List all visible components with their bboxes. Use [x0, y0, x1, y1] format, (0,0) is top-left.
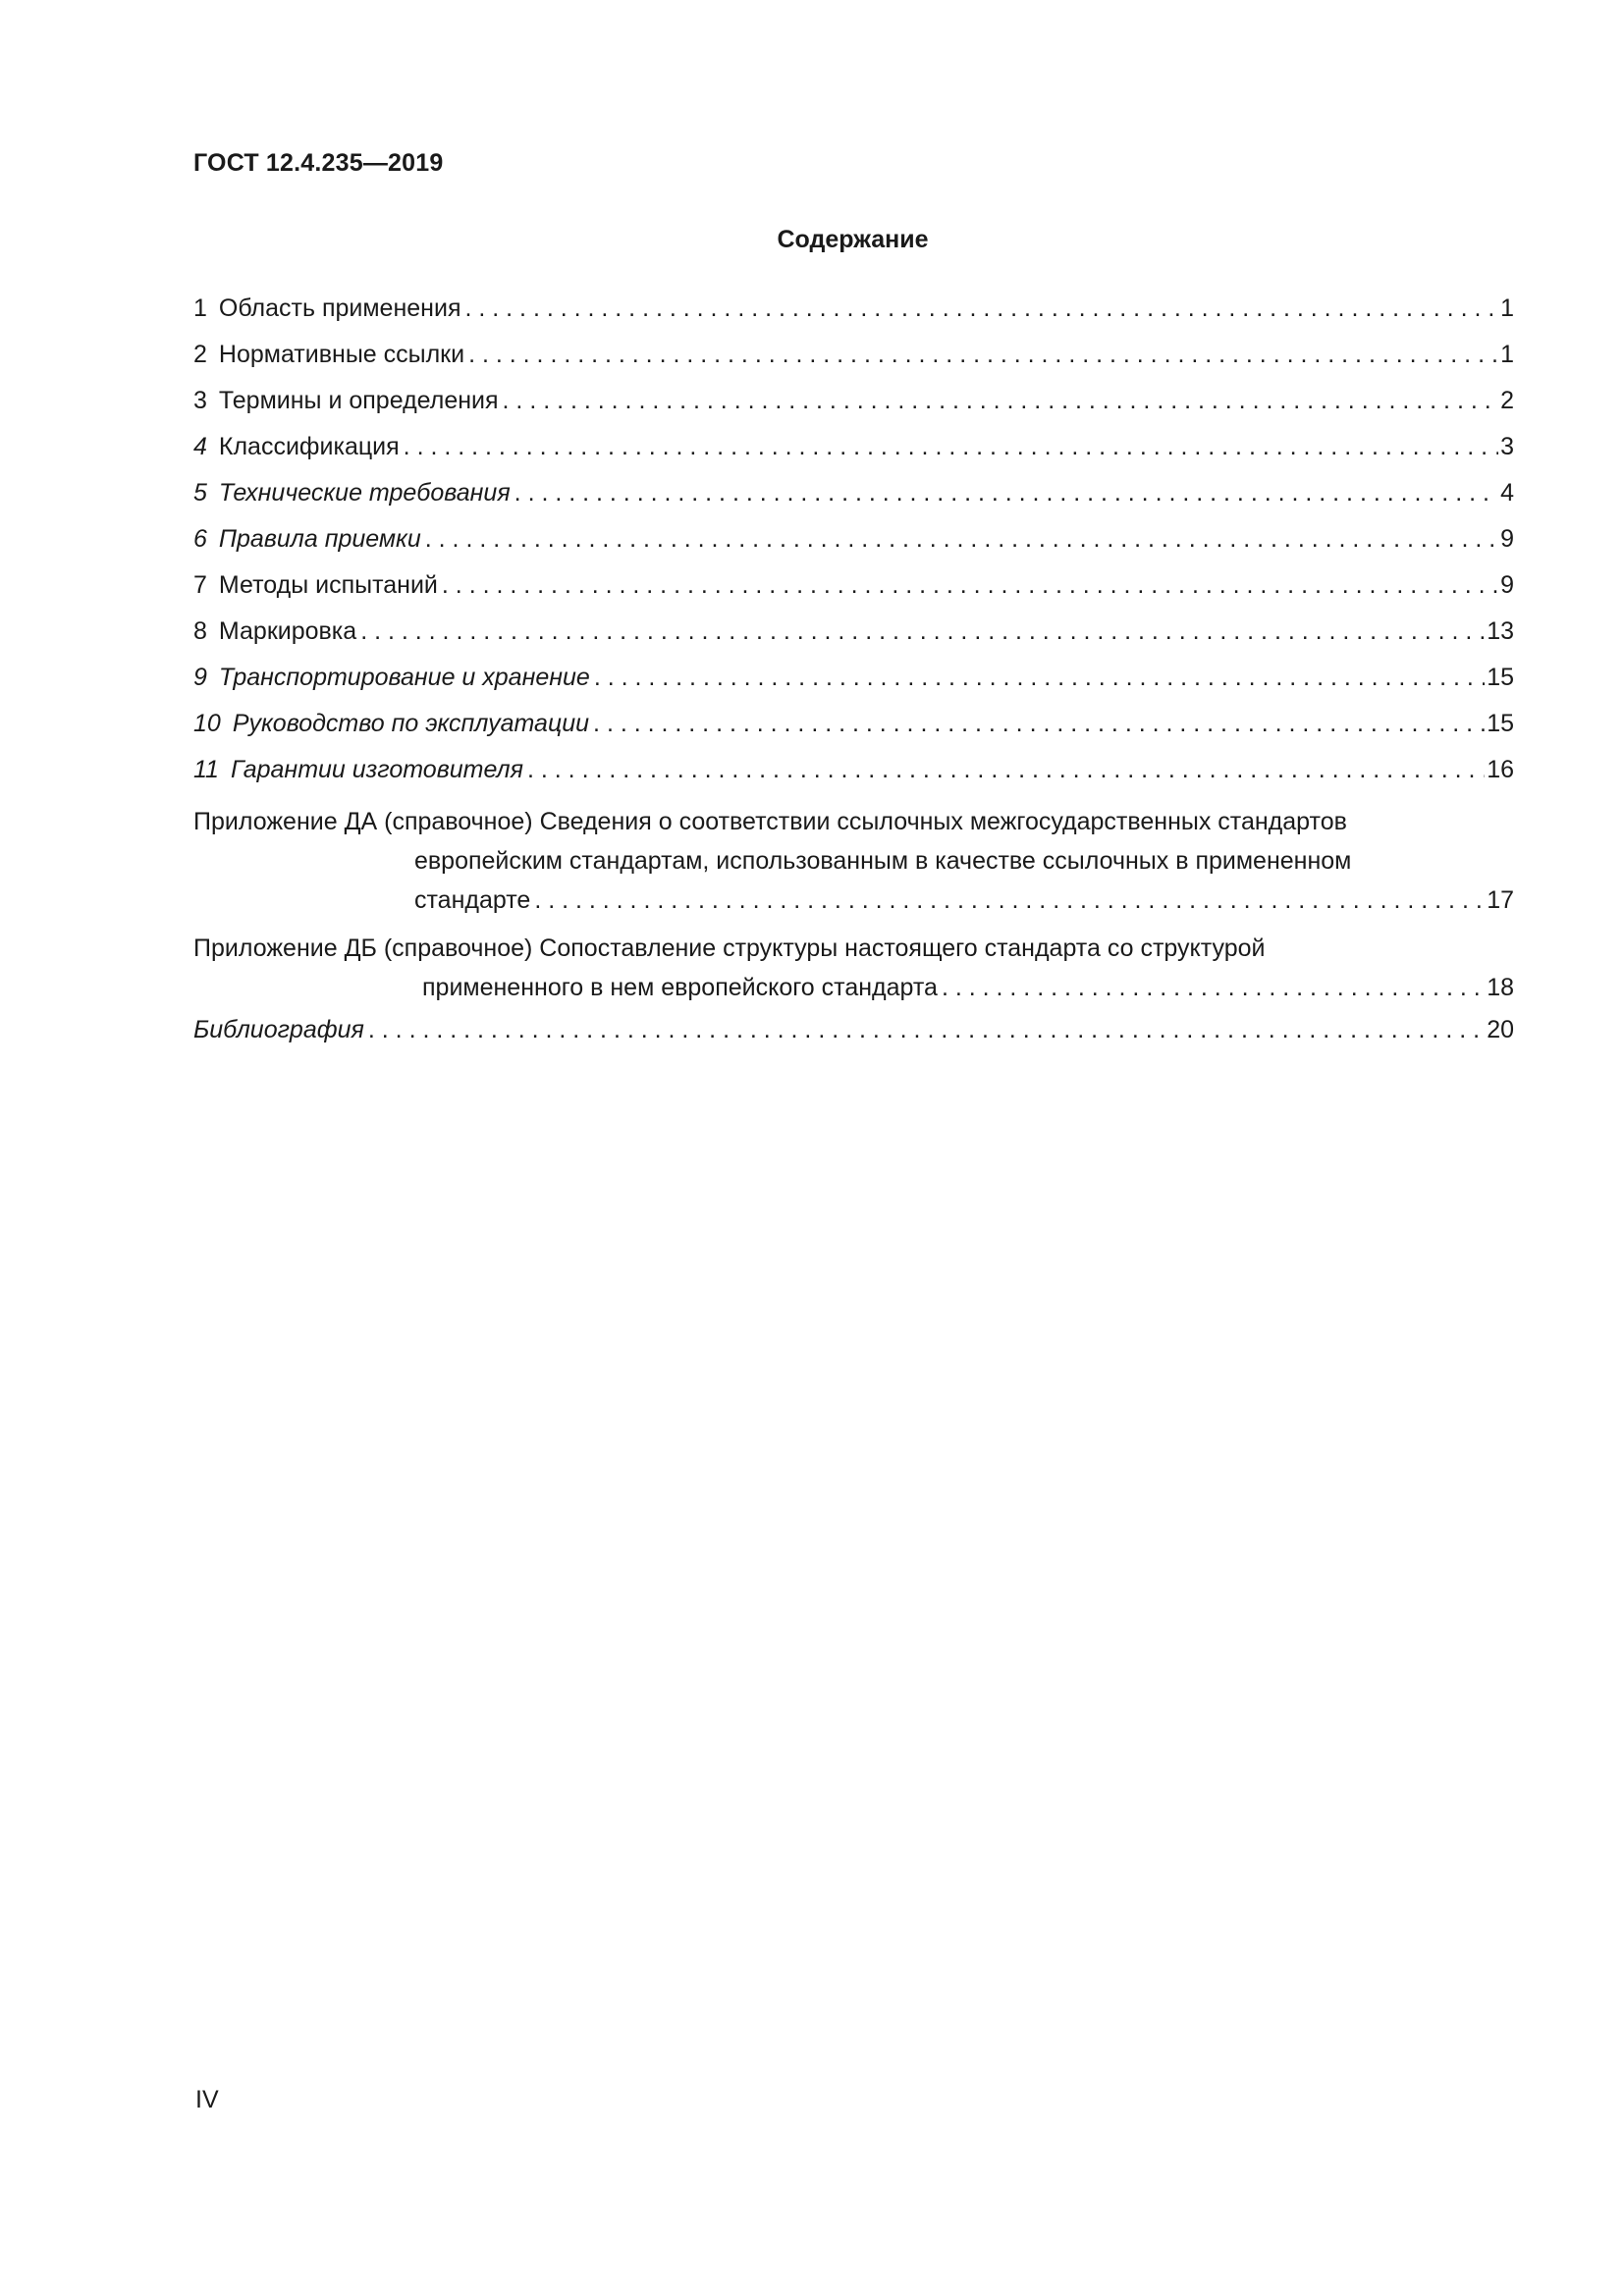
toc-item-label: Область применения	[218, 294, 461, 322]
toc-item-label: Библиография	[193, 1016, 364, 1043]
toc-item-number: 6	[193, 525, 207, 553]
toc-item-number: 4	[193, 433, 207, 460]
toc-leader-dots	[404, 433, 1498, 461]
toc-item-2[interactable]	[193, 341, 1514, 387]
toc-item-label: Технические требования	[218, 479, 511, 507]
toc-item-page: 1	[1500, 294, 1514, 322]
toc-item-10[interactable]	[193, 710, 1514, 756]
toc-item-title	[193, 710, 589, 738]
toc-item-3[interactable]	[193, 387, 1514, 433]
toc-item-page: 9	[1500, 571, 1514, 599]
toc-leader-dots	[594, 664, 1485, 692]
table-of-contents	[193, 294, 1514, 1062]
toc-item-4[interactable]	[193, 433, 1514, 479]
toc-item-number: 1	[193, 294, 207, 322]
toc-item-page: 20	[1487, 1016, 1514, 1043]
toc-item-page: 9	[1500, 525, 1514, 553]
toc-item-number: 3	[193, 387, 207, 414]
toc-annexes	[193, 802, 1514, 1007]
page-number: IV	[195, 2086, 219, 2113]
toc-item-page: 1	[1500, 341, 1514, 368]
toc-item-number: 7	[193, 571, 207, 599]
toc-item-bibliography[interactable]	[193, 1016, 1514, 1062]
toc-item-number: 10	[193, 710, 221, 737]
toc-item-number: 8	[193, 617, 207, 645]
toc-leader-dots	[527, 756, 1485, 784]
toc-leader-dots	[942, 968, 1485, 1007]
toc-item-8[interactable]	[193, 617, 1514, 664]
toc-item-title	[193, 664, 590, 692]
toc-leader-dots	[442, 571, 1498, 600]
toc-item-title	[193, 294, 460, 323]
toc-item-label: Классификация	[218, 433, 400, 460]
toc-item-number: 5	[193, 479, 207, 507]
document-header: ГОСТ 12.4.235—2019	[193, 149, 444, 177]
annex-db-line2: примененного в нем европейского стандарта	[422, 974, 938, 1001]
toc-leader-dots	[468, 341, 1498, 369]
annex-da-page: 17	[1487, 886, 1514, 914]
toc-item-7[interactable]	[193, 571, 1514, 617]
toc-item-label: Термины и определения	[218, 387, 499, 414]
toc-leader-dots	[425, 525, 1498, 554]
toc-leader-dots	[360, 617, 1485, 646]
toc-item-label: Нормативные ссылки	[218, 341, 465, 368]
toc-item-title	[193, 479, 511, 507]
toc-leader-dots	[534, 881, 1485, 920]
toc-item-title	[193, 341, 464, 369]
toc-item-1[interactable]	[193, 294, 1514, 341]
toc-leader-dots	[368, 1016, 1485, 1044]
toc-item-title	[193, 756, 523, 784]
toc-item-6[interactable]	[193, 525, 1514, 571]
toc-item-page: 4	[1500, 479, 1514, 507]
toc-item-number: 2	[193, 341, 207, 368]
toc-item-9[interactable]	[193, 664, 1514, 710]
toc-item-number: 9	[193, 664, 207, 691]
toc-item-label: Гарантии изготовителя	[230, 756, 523, 783]
annex-da-line2: европейским стандартам, использованным в качестве ссылочных в примененном	[414, 847, 1352, 875]
toc-leader-dots	[503, 387, 1499, 415]
toc-item-label: Руководство по эксплуатации	[232, 710, 590, 737]
toc-item-label: Правила приемки	[218, 525, 421, 553]
toc-item-label: Методы испытаний	[218, 571, 438, 599]
toc-item-number: 11	[193, 756, 219, 783]
toc-leader-dots	[593, 710, 1485, 738]
toc-item-page: 15	[1487, 664, 1514, 691]
toc-annex-db[interactable]	[193, 929, 1514, 1007]
toc-item-title	[193, 387, 499, 415]
toc-items	[193, 294, 1514, 802]
toc-leader-dots	[514, 479, 1498, 507]
toc-item-page: 15	[1487, 710, 1514, 737]
toc-item-label: Маркировка	[218, 617, 357, 645]
annex-da-line3: стандарте	[414, 886, 531, 914]
annex-db-page: 18	[1487, 974, 1514, 1001]
annex-db-line1: Приложение ДБ (справочное) Сопоставление структуры настоящего стандарта со структурой	[193, 934, 1266, 962]
toc-item-title	[193, 525, 421, 554]
toc-item-title	[193, 433, 400, 461]
toc-item-page: 16	[1487, 756, 1514, 783]
toc-item-label: Транспортирование и хранение	[218, 664, 590, 691]
toc-item-title	[193, 617, 356, 646]
toc-item-title	[193, 571, 438, 600]
toc-item-5[interactable]	[193, 479, 1514, 525]
toc-annex-da[interactable]	[193, 802, 1514, 920]
toc-item-page: 3	[1500, 433, 1514, 460]
toc-leader-dots	[464, 294, 1498, 323]
toc-item-page: 13	[1487, 617, 1514, 645]
toc-item-page: 2	[1500, 387, 1514, 414]
toc-item-11[interactable]	[193, 756, 1514, 802]
toc-title: Содержание	[777, 226, 929, 253]
annex-da-line1: Приложение ДА (справочное) Сведения о соответствии ссылочных межгосударственных стандартов	[193, 808, 1347, 835]
